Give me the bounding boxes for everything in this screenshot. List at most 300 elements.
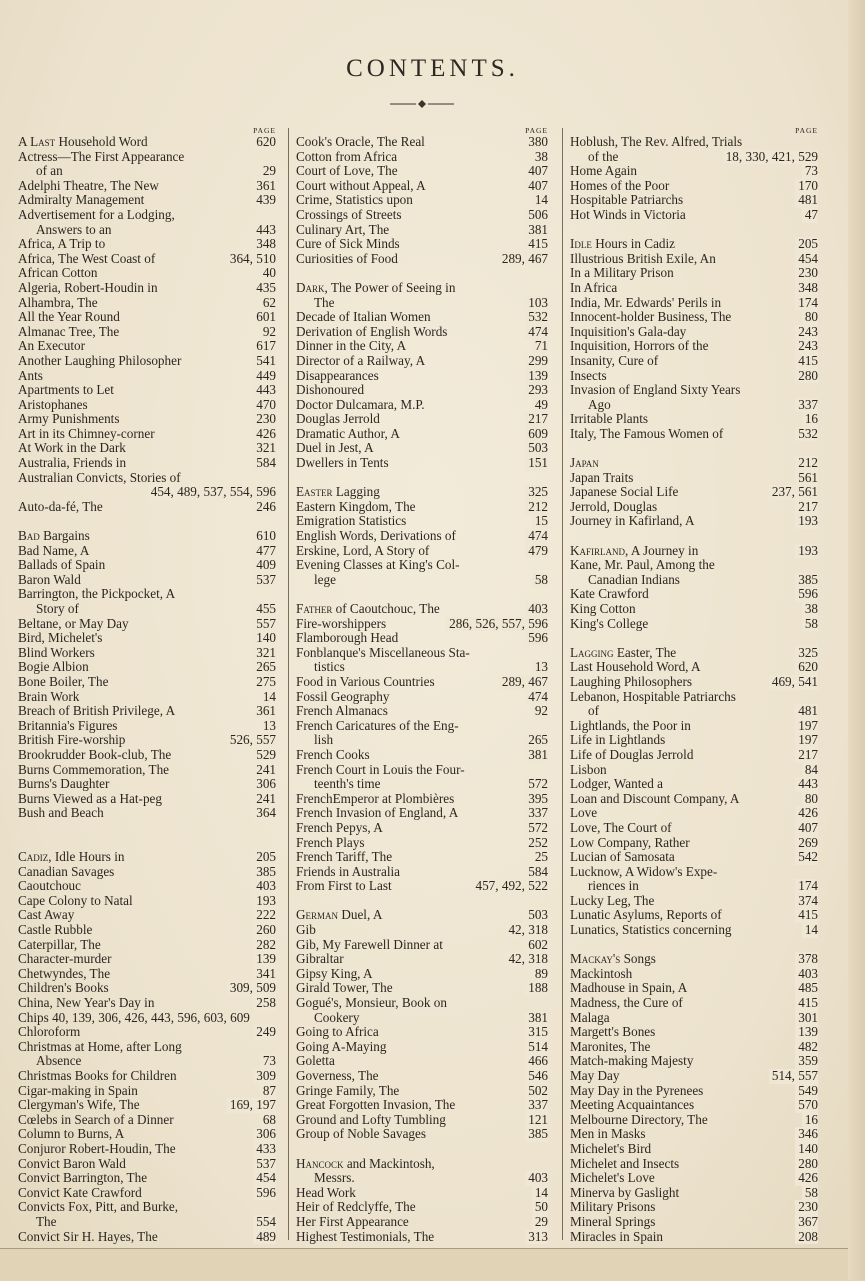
contents-entry <box>18 1113 280 1128</box>
contents-entry <box>18 252 280 267</box>
contents-entry <box>570 573 822 588</box>
entry-page: 455 <box>253 602 276 617</box>
entry-title: Column to Burns, A <box>18 1126 125 1142</box>
entry-gap <box>570 938 822 953</box>
contents-entry <box>296 237 552 252</box>
contents-entry <box>570 1157 822 1172</box>
entry-title: French Caricatures of the Eng- <box>296 717 459 733</box>
entry-title: Erskine, Lord, A Story of <box>296 542 430 558</box>
contents-entry <box>18 266 280 281</box>
contents-entry <box>18 339 280 354</box>
entry-title: Highest Testimonials, The <box>296 1228 435 1244</box>
entry-title: Lucknow, A Widow's Expe- <box>570 863 718 879</box>
entry-title: An Executor <box>18 338 86 354</box>
entry-page: 252 <box>525 836 548 851</box>
contents-entry <box>570 894 822 909</box>
entry-page: 80 <box>802 792 818 807</box>
entry-title: German Duel, A <box>296 907 383 923</box>
entry-title: Bogie Albion <box>18 659 89 675</box>
entry-page: 306 <box>253 1127 276 1142</box>
contents-entry <box>296 1011 552 1026</box>
entry-page: 364, 510 <box>227 252 276 267</box>
entry-title: Australian Convicts, Stories of <box>18 469 181 485</box>
entry-title: Girald Tower, The <box>296 980 393 996</box>
entry-page: 208 <box>795 1230 818 1245</box>
entry-title: In Africa <box>570 279 618 295</box>
contents-entry <box>18 544 280 559</box>
contents-entry <box>18 763 280 778</box>
entry-title: English Words, Derivations of <box>296 528 456 544</box>
contents-entry <box>18 441 280 456</box>
entry-page: 596 <box>795 587 818 602</box>
entry-title: Michelet's Bird <box>570 1140 652 1156</box>
entry-title: Cast Away <box>18 907 75 923</box>
entry-title: Loan and Discount Company, A <box>570 790 740 806</box>
entry-page: 584 <box>525 865 548 880</box>
entry-page: 241 <box>253 792 276 807</box>
contents-entry <box>296 179 552 194</box>
entry-title: Gibraltar <box>296 951 344 967</box>
contents-entry <box>570 500 822 515</box>
contents-entry <box>18 1215 280 1230</box>
contents-entry <box>570 763 822 778</box>
entry-title: Actress—The First Appearance <box>18 148 185 164</box>
entry-gap <box>296 1142 552 1157</box>
entry-page: 503 <box>525 908 548 923</box>
contents-entry <box>296 544 552 559</box>
entry-title: Margett's Bones <box>570 1024 656 1040</box>
entry-title: Hospitable Patriarchs <box>570 192 684 208</box>
contents-entry <box>296 938 552 953</box>
contents-entry <box>570 325 822 340</box>
entry-page: 381 <box>525 1011 548 1026</box>
contents-entry <box>296 354 552 369</box>
entry-title: Last Household Word, A <box>570 659 701 675</box>
contents-entry <box>18 296 280 311</box>
entry-gap <box>18 514 280 529</box>
contents-entry <box>570 1200 822 1215</box>
contents-entry <box>570 821 822 836</box>
entry-title: Douglas Jerrold <box>296 411 380 427</box>
entry-title: Flamborough Head <box>296 630 399 646</box>
entry-page: 346 <box>795 1127 818 1142</box>
entry-title: Goletta <box>296 1053 335 1069</box>
entry-title: At Work in the Dark <box>18 440 126 456</box>
entry-title: Lisbon <box>570 761 607 777</box>
contents-entry <box>570 412 822 427</box>
entry-page: 246 <box>253 500 276 515</box>
entry-title: Kane, Mr. Paul, Among the <box>570 557 715 573</box>
entry-page: 169, 197 <box>227 1098 276 1113</box>
entry-title: Messrs. <box>314 1170 355 1186</box>
entry-page: 477 <box>253 544 276 559</box>
entry-page: 280 <box>795 369 818 384</box>
entry-page: 197 <box>795 733 818 748</box>
contents-entry <box>570 1113 822 1128</box>
contents-entry <box>570 660 822 675</box>
entry-title: Cigar-making in Spain <box>18 1082 138 1098</box>
entry-title: Kafirland, A Journey in <box>570 542 699 558</box>
entry-title: tistics <box>314 659 345 675</box>
entry-title: French Plays <box>296 834 365 850</box>
contents-entry <box>570 1127 822 1142</box>
entry-title: Malaga <box>570 1009 610 1025</box>
contents-entry <box>18 1171 280 1186</box>
entry-title: Jerrold, Douglas <box>570 498 658 514</box>
contents-entry <box>18 879 280 894</box>
entry-page: 409 <box>253 558 276 573</box>
entry-title: Cookery <box>314 1009 360 1025</box>
entry-page: 426 <box>795 1171 818 1186</box>
entry-title: Military Prisons <box>570 1199 656 1215</box>
contents-entry <box>296 296 552 311</box>
entry-title: Crime, Statistics upon <box>296 192 413 208</box>
entry-gap <box>570 441 822 456</box>
entry-title: French Court in Louis the Four- <box>296 761 465 777</box>
entry-title: teenth's time <box>314 776 381 792</box>
entry-title: Convict Barrington, The <box>18 1170 148 1186</box>
entry-page: 193 <box>253 894 276 909</box>
entry-title: Blind Workers <box>18 644 95 660</box>
entry-page: 193 <box>795 514 818 529</box>
contents-entry <box>296 631 552 646</box>
entry-title: Mackay's Songs <box>570 951 656 967</box>
contents-entry <box>18 894 280 909</box>
contents-entry <box>296 456 552 471</box>
entry-page: 620 <box>253 135 276 150</box>
contents-entry <box>296 500 552 515</box>
entry-title: Burns's Daughter <box>18 776 110 792</box>
entry-page: 482 <box>795 1040 818 1055</box>
entry-title: Laughing Philosophers <box>570 673 692 689</box>
entry-title: Group of Noble Savages <box>296 1126 427 1142</box>
entry-page: 275 <box>253 675 276 690</box>
entry-page: 325 <box>795 646 818 661</box>
contents-entry <box>18 369 280 384</box>
entry-page: 217 <box>525 412 548 427</box>
contents-entry <box>570 690 822 705</box>
entry-title: Journey in Kafirland, A <box>570 513 695 529</box>
entry-page: 16 <box>802 1113 818 1128</box>
entry-title: Homes of the Poor <box>570 177 670 193</box>
contents-entry <box>570 135 822 150</box>
contents-entry <box>18 1127 280 1142</box>
entry-title: British Fire-worship <box>18 732 126 748</box>
contents-entry <box>570 602 822 617</box>
entry-title: Cure of Sick Minds <box>296 236 400 252</box>
contents-entry <box>18 748 280 763</box>
entry-page: 601 <box>253 310 276 325</box>
entry-gap <box>570 631 822 646</box>
contents-entry <box>296 223 552 238</box>
entry-title: Innocent-holder Business, The <box>570 309 732 325</box>
entry-title: Dwellers in Tents <box>296 455 389 471</box>
contents-entry <box>18 135 280 150</box>
entry-title: Caterpillar, The <box>18 936 101 952</box>
contents-entry <box>296 617 552 632</box>
contents-entry <box>296 441 552 456</box>
contents-entry <box>570 587 822 602</box>
entry-page: 503 <box>525 441 548 456</box>
contents-entry <box>570 1098 822 1113</box>
entry-title: Eastern Kingdom, The <box>296 498 416 514</box>
entry-page: 341 <box>253 967 276 982</box>
entry-title: Answers to an <box>36 221 112 237</box>
entry-gap <box>296 266 552 281</box>
contents-entry <box>18 529 280 544</box>
contents-entry <box>296 1054 552 1069</box>
title-ornament <box>390 98 454 110</box>
contents-entry <box>18 1069 280 1084</box>
entry-title: Inquisition, Horrors of the <box>570 338 709 354</box>
contents-entry <box>18 777 280 792</box>
page-column-header: PAGE <box>253 126 276 135</box>
contents-entry <box>296 325 552 340</box>
entry-title: Character-murder <box>18 951 112 967</box>
page-column-header: PAGE <box>795 126 818 135</box>
entry-title: Bird, Michelet's <box>18 630 103 646</box>
entry-gap <box>296 894 552 909</box>
contents-entry <box>570 646 822 661</box>
contents-entry <box>296 981 552 996</box>
entry-page: 217 <box>795 748 818 763</box>
entry-page: 49 <box>532 398 548 413</box>
entry-page: 617 <box>253 339 276 354</box>
entry-title: Lightlands, the Poor in <box>570 717 691 733</box>
contents-entry <box>296 1069 552 1084</box>
entry-page: 14 <box>532 1186 548 1201</box>
entry-title: Great Forgotten Invasion, The <box>296 1097 456 1113</box>
entry-page: 609 <box>525 427 548 442</box>
entry-title: Low Company, Rather <box>570 834 690 850</box>
entry-page: 92 <box>532 704 548 719</box>
entry-title: Conjuror Robert-Houdin, The <box>18 1140 176 1156</box>
entry-page: 415 <box>795 996 818 1011</box>
entry-page: 415 <box>525 237 548 252</box>
entry-title: Gipsy King, A <box>296 965 373 981</box>
entry-title: Bad Bargains <box>18 528 90 544</box>
entry-title: Hot Winds in Victoria <box>570 206 686 222</box>
entry-page: 570 <box>795 1098 818 1113</box>
entry-title: Friends in Australia <box>296 863 401 879</box>
contents-entry <box>570 544 822 559</box>
contents-entry <box>18 1054 280 1069</box>
entry-page: 73 <box>802 164 818 179</box>
contents-entry <box>18 602 280 617</box>
contents-entry <box>18 471 280 486</box>
entry-page: 532 <box>795 427 818 442</box>
entry-page: 258 <box>253 996 276 1011</box>
entry-page: 29 <box>532 1215 548 1230</box>
contents-entry <box>296 398 552 413</box>
entry-title: Almanac Tree, The <box>18 323 120 339</box>
entry-title: Algeria, Robert-Houdin in <box>18 279 158 295</box>
entry-page: 13 <box>260 719 276 734</box>
contents-entry <box>296 369 552 384</box>
entry-page: 403 <box>525 1171 548 1186</box>
entry-page: 230 <box>253 412 276 427</box>
contents-entry <box>570 806 822 821</box>
entry-page: 230 <box>795 1200 818 1215</box>
contents-entry <box>296 1040 552 1055</box>
entry-title: Dramatic Author, A <box>296 425 400 441</box>
entry-title: Story of <box>36 601 79 616</box>
contents-entry <box>570 952 822 967</box>
contents-entry <box>18 690 280 705</box>
contents-entry <box>570 1011 822 1026</box>
entry-page: 313 <box>525 1230 548 1245</box>
contents-entry <box>18 427 280 442</box>
entry-page: 301 <box>795 1011 818 1026</box>
entry-title: of the <box>588 148 619 164</box>
entry-page: 42, 318 <box>505 952 548 967</box>
entry-gap <box>18 836 280 851</box>
contents-entry <box>18 938 280 953</box>
entry-title: Barrington, the Pickpocket, A <box>18 586 176 602</box>
entry-title: Ballads of Spain <box>18 557 106 573</box>
entry-page: 84 <box>802 763 818 778</box>
entry-page: 50 <box>532 1200 548 1215</box>
entry-page: 18, 330, 421, 529 <box>723 150 818 165</box>
entry-title: Hoblush, The Rev. Alfred, Trials <box>570 134 743 149</box>
entry-page: 15 <box>532 514 548 529</box>
entry-page: 514 <box>525 1040 548 1055</box>
entry-page: 474 <box>525 690 548 705</box>
entry-title: Convict Kate Crawford <box>18 1184 142 1200</box>
contents-entry <box>296 558 552 573</box>
contents-entry <box>18 456 280 471</box>
entry-title: Insanity, Cure of <box>570 352 659 368</box>
contents-entry <box>18 164 280 179</box>
entry-title: Bad Name, A <box>18 542 90 558</box>
contents-entry <box>18 631 280 646</box>
contents-entry <box>570 996 822 1011</box>
entry-title: Italy, The Famous Women of <box>570 425 724 441</box>
contents-entry <box>296 952 552 967</box>
entry-title: Lodger, Wanted a <box>570 776 664 792</box>
contents-entry <box>296 908 552 923</box>
contents-entry <box>570 558 822 573</box>
contents-entry <box>18 208 280 223</box>
entry-title: Director of a Railway, A <box>296 352 426 368</box>
entry-page: 315 <box>525 1025 548 1040</box>
entry-title: Australia, Friends in <box>18 455 127 471</box>
entry-title: Canadian Indians <box>588 571 680 587</box>
entry-title: Lunatic Asylums, Reports of <box>570 907 722 923</box>
entry-title: Dishonoured <box>296 382 365 398</box>
entry-page: 610 <box>253 529 276 544</box>
entry-page: 403 <box>253 879 276 894</box>
contents-entry <box>570 281 822 296</box>
contents-entry <box>570 456 822 471</box>
contents-entry <box>18 806 280 821</box>
entry-page: 306 <box>253 777 276 792</box>
entry-title: Alhambra, The <box>18 294 98 310</box>
contents-entry <box>570 719 822 734</box>
contents-entry <box>18 193 280 208</box>
contents-entry <box>570 1230 822 1245</box>
contents-entry <box>296 1200 552 1215</box>
contents-entry <box>570 427 822 442</box>
contents-entry <box>18 310 280 325</box>
entry-page: 489 <box>253 1230 276 1245</box>
entry-page: 241 <box>253 763 276 778</box>
contents-entry <box>296 1098 552 1113</box>
entry-title: Ants <box>18 367 43 383</box>
entry-page: 449 <box>253 369 276 384</box>
contents-entry <box>18 617 280 632</box>
entry-title: Easter Lagging <box>296 484 380 500</box>
entry-title: Lucky Leg, The <box>570 892 655 908</box>
entry-title: Lucian of Samosata <box>570 849 675 865</box>
contents-entry <box>18 675 280 690</box>
entry-page: 385 <box>253 865 276 880</box>
entry-title: Fossil Geography <box>296 688 390 704</box>
contents-entry <box>296 660 552 675</box>
entry-title: Hancock and Mackintosh, <box>296 1155 435 1171</box>
contents-entry <box>296 879 552 894</box>
entry-page: 602 <box>525 938 548 953</box>
entry-title: Adelphi Theatre, The New <box>18 177 159 193</box>
entry-page: 407 <box>795 821 818 836</box>
entry-title: Court without Appeal, A <box>296 177 426 193</box>
contents-entry <box>570 967 822 982</box>
entry-title: Convicts Fox, Pitt, and Burke, <box>18 1199 179 1215</box>
contents-entry <box>18 573 280 588</box>
entry-page: 282 <box>253 938 276 953</box>
contents-entry <box>296 427 552 442</box>
entry-page: 529 <box>253 748 276 763</box>
entry-page: 337 <box>795 398 818 413</box>
entry-title: Fonblanque's Miscellaneous Sta- <box>296 644 470 660</box>
entry-title: Head Work <box>296 1184 356 1200</box>
entry-title: Castle Rubble <box>18 922 93 938</box>
entry-page: 572 <box>525 777 548 792</box>
entry-title: Brain Work <box>18 688 80 704</box>
contents-entry <box>18 646 280 661</box>
entry-title: Breach of British Privilege, A <box>18 703 176 719</box>
entry-page: 265 <box>253 660 276 675</box>
entry-title: Going to Africa <box>296 1024 379 1040</box>
contents-entry <box>18 1025 280 1040</box>
contents-entry <box>18 281 280 296</box>
page-right-edge <box>848 0 865 1280</box>
entry-title: Another Laughing Philosopher <box>18 352 182 368</box>
entry-page: 485 <box>795 981 818 996</box>
entry-title: Ago <box>588 396 611 412</box>
contents-entry <box>570 617 822 632</box>
entry-page: 443 <box>253 223 276 238</box>
entry-title: Decade of Italian Women <box>296 309 431 325</box>
entry-page: 217 <box>795 500 818 515</box>
contents-entry <box>570 850 822 865</box>
contents-entry <box>18 865 280 880</box>
entry-page: 243 <box>795 339 818 354</box>
contents-entry <box>570 1084 822 1099</box>
contents-entry <box>18 1011 280 1026</box>
contents-entry <box>18 179 280 194</box>
entry-page: 584 <box>253 456 276 471</box>
entry-page: 407 <box>525 179 548 194</box>
entry-page: 237, 561 <box>769 485 818 500</box>
entry-page: 474 <box>525 325 548 340</box>
contents-entry <box>296 704 552 719</box>
entry-title: Evening Classes at King's Col- <box>296 557 460 573</box>
entry-page: 62 <box>260 296 276 311</box>
entry-title: Japan <box>570 455 599 471</box>
entry-title: of an <box>36 163 63 179</box>
entry-page: 395 <box>525 792 548 807</box>
